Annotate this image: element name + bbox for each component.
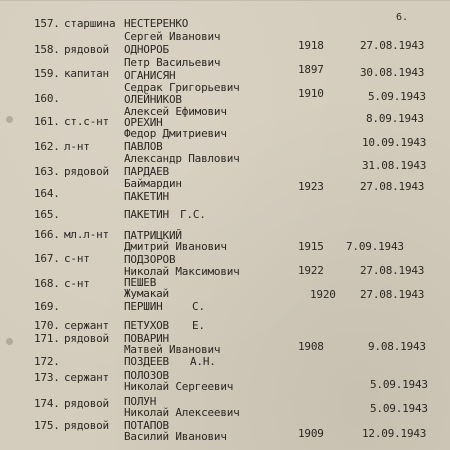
row-birth-year: 1897 <box>298 63 324 76</box>
row-number: 162. <box>34 140 60 153</box>
row-surname: ПОЛОЗОВ <box>124 369 169 382</box>
row-rank: рядовой <box>64 165 109 178</box>
page-edge <box>0 0 450 1</box>
row-number: 160. <box>34 92 60 105</box>
row-surname: ПАВЛОВ <box>124 140 163 153</box>
row-given-names: Баймардин <box>124 177 182 190</box>
row-birth-year: 1909 <box>298 427 324 440</box>
row-surname: ПЕРШИН <box>124 300 163 313</box>
row-date: 5.09.1943 <box>370 402 428 415</box>
page-number: 6. <box>396 12 409 23</box>
row-number: 164. <box>34 187 60 200</box>
row-surname: ПАТРИЦКИЙ <box>124 229 182 242</box>
row-given-names: Жумакай <box>124 287 169 300</box>
row-given-names: Василий Иванович <box>124 430 227 443</box>
row-number: 172. <box>34 355 60 368</box>
row-surname: ПАРДАЕВ <box>124 165 169 178</box>
row-surname: ПОДЗОРОВ <box>124 253 176 266</box>
row-surname: ОДНОРОБ <box>124 43 169 56</box>
row-rank: с-нт <box>64 277 90 290</box>
row-given-names: Александр Павлович <box>124 152 240 165</box>
row-given-names: Сергей Иванович <box>124 30 221 43</box>
row-given-names: А.Н. <box>190 355 216 368</box>
row-date: 27.08.1943 <box>360 39 425 52</box>
row-date: 9.08.1943 <box>368 340 426 353</box>
row-rank: мл.л-нт <box>64 228 109 241</box>
row-number: 175. <box>34 419 60 432</box>
row-surname: НЕСТЕРЕНКО <box>124 17 189 30</box>
row-given-names: Алексей Ефимович <box>124 105 227 118</box>
row-rank: сержант <box>64 371 109 384</box>
row-date: 7.09.1943 <box>346 240 404 253</box>
row-surname: ПОЛУН <box>124 395 157 408</box>
row-date: 31.08.1943 <box>362 159 427 172</box>
row-number: 158. <box>34 43 60 56</box>
binding-hole <box>6 338 13 345</box>
row-rank: рядовой <box>64 43 109 56</box>
row-rank: капитан <box>64 67 109 80</box>
row-surname: ПАКЕТИН <box>124 208 169 221</box>
row-date: 30.08.1943 <box>360 66 425 79</box>
row-date: 27.08.1943 <box>360 288 425 301</box>
row-number: 174. <box>34 397 60 410</box>
row-number: 173. <box>34 371 60 384</box>
row-rank: рядовой <box>64 332 109 345</box>
row-given-names: Е. <box>192 319 205 332</box>
row-number: 163. <box>34 165 60 178</box>
row-number: 157. <box>34 17 60 30</box>
row-date: 10.09.1943 <box>362 136 427 149</box>
binding-hole <box>6 116 13 123</box>
row-birth-year: 1923 <box>298 180 324 193</box>
row-surname: ПЕШЕВ <box>124 276 157 289</box>
row-given-names: С. <box>192 300 205 313</box>
row-given-names: Николай Алексеевич <box>124 406 240 419</box>
row-date: 27.08.1943 <box>360 264 425 277</box>
row-date: 8.09.1943 <box>366 112 424 125</box>
row-surname: ОРЕХИН <box>124 116 163 129</box>
row-rank: с-нт <box>64 252 90 265</box>
row-surname: ПОВАРИН <box>124 332 169 345</box>
row-rank: рядовой <box>64 397 109 410</box>
row-given-names: Седрак Григорьевич <box>124 81 240 94</box>
row-surname: ОГАНИСЯН <box>124 69 176 82</box>
row-given-names: Дмитрий Иванович <box>124 240 227 253</box>
row-number: 168. <box>34 277 60 290</box>
row-given-names: Матвей Иванович <box>124 343 221 356</box>
row-date: 5.09.1943 <box>370 378 428 391</box>
row-given-names: Петр Васильевич <box>124 56 221 69</box>
row-birth-year: 1908 <box>298 340 324 353</box>
row-number: 159. <box>34 67 60 80</box>
row-number: 169. <box>34 300 60 313</box>
row-birth-year: 1910 <box>298 87 324 100</box>
row-date: 5.09.1943 <box>368 90 426 103</box>
row-surname: ПАКЕТИН <box>124 190 169 203</box>
row-given-names: Федор Дмитриевич <box>124 127 227 140</box>
row-date: 12.09.1943 <box>362 427 427 440</box>
row-number: 165. <box>34 208 60 221</box>
row-rank: сержант <box>64 319 109 332</box>
row-rank: рядовой <box>64 419 109 432</box>
row-birth-year: 1920 <box>310 288 336 301</box>
row-given-names: Николай Максимович <box>124 265 240 278</box>
row-number: 161. <box>34 115 60 128</box>
row-given-names: Г.С. <box>180 208 206 221</box>
row-surname: ПОТАПОВ <box>124 419 169 432</box>
row-given-names: Николай Сергеевич <box>124 380 234 393</box>
row-rank: ст.с-нт <box>64 115 109 128</box>
row-number: 171. <box>34 332 60 345</box>
row-date: 27.08.1943 <box>360 180 425 193</box>
row-birth-year: 1915 <box>298 240 324 253</box>
row-surname: ПЕТУХОВ <box>124 319 169 332</box>
row-number: 167. <box>34 252 60 265</box>
row-surname: ОЛЕЙНИКОВ <box>124 93 182 106</box>
row-birth-year: 1918 <box>298 39 324 52</box>
row-rank: старшина <box>64 17 116 30</box>
row-number: 170. <box>34 319 60 332</box>
row-number: 166. <box>34 228 60 241</box>
row-surname: ПОЗДЕЕВ <box>124 355 169 368</box>
row-rank: л-нт <box>64 140 90 153</box>
row-birth-year: 1922 <box>298 264 324 277</box>
